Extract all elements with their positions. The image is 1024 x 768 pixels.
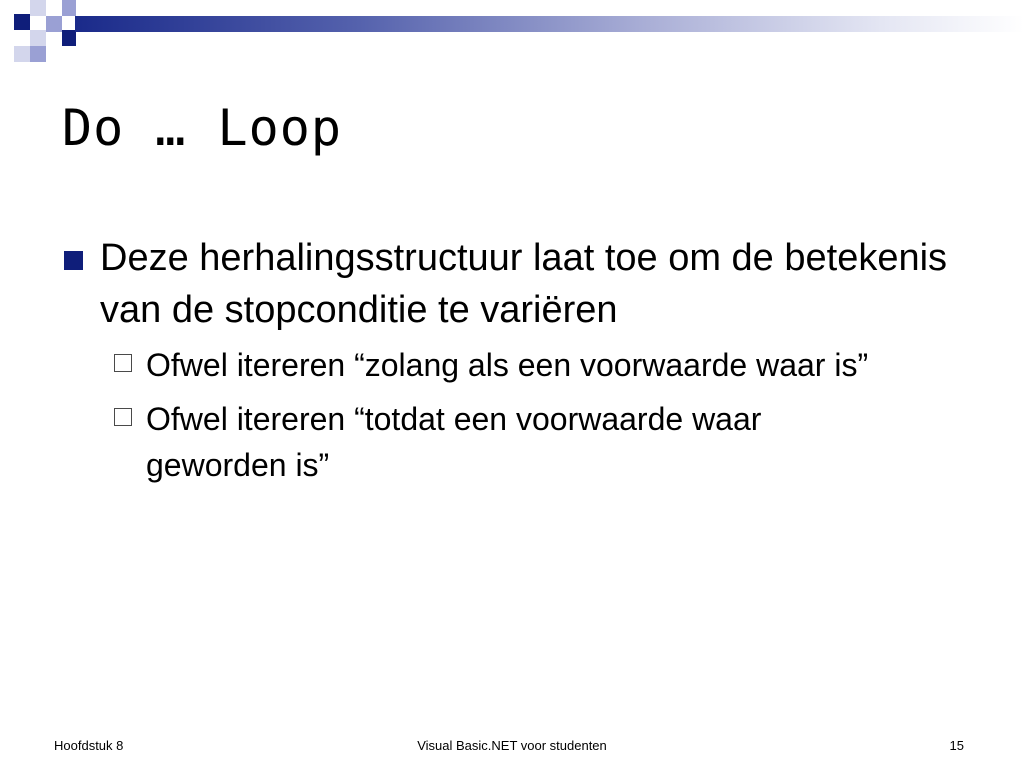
deco-square bbox=[14, 46, 30, 62]
deco-square bbox=[30, 46, 46, 62]
deco-square bbox=[30, 0, 46, 16]
sub-bullet-item bbox=[62, 342, 906, 388]
slide-number: 15 bbox=[949, 738, 964, 753]
bullet-text: Deze herhalingsstructuur laat toe om de betekenis van de stopconditie te variëren bbox=[100, 237, 948, 331]
deco-square bbox=[30, 30, 46, 46]
bullet-item bbox=[62, 232, 962, 336]
header-gradient-band bbox=[75, 16, 1024, 32]
footer-course-title: Visual Basic.NET voor studenten bbox=[417, 738, 607, 753]
deco-square bbox=[14, 14, 30, 30]
hollow-square-bullet-icon bbox=[114, 354, 132, 372]
slide-body bbox=[62, 232, 962, 496]
footer-chapter: Hoofdstuk 8 bbox=[54, 738, 124, 753]
sub-bullet-text: Ofwel itereren “zolang als een voorwaarde waar is” bbox=[146, 347, 869, 383]
header-decoration bbox=[0, 0, 1024, 64]
sub-bullet-text: Ofwel itereren “totdat een voorwaarde waar geworden is” bbox=[146, 401, 762, 483]
sub-bullet-item bbox=[62, 396, 906, 488]
deco-square bbox=[46, 16, 62, 32]
slide-title: Do … Loop bbox=[62, 99, 342, 157]
hollow-square-bullet-icon bbox=[114, 408, 132, 426]
deco-square bbox=[62, 0, 76, 16]
deco-square bbox=[62, 30, 76, 46]
square-bullet-icon bbox=[64, 251, 83, 270]
